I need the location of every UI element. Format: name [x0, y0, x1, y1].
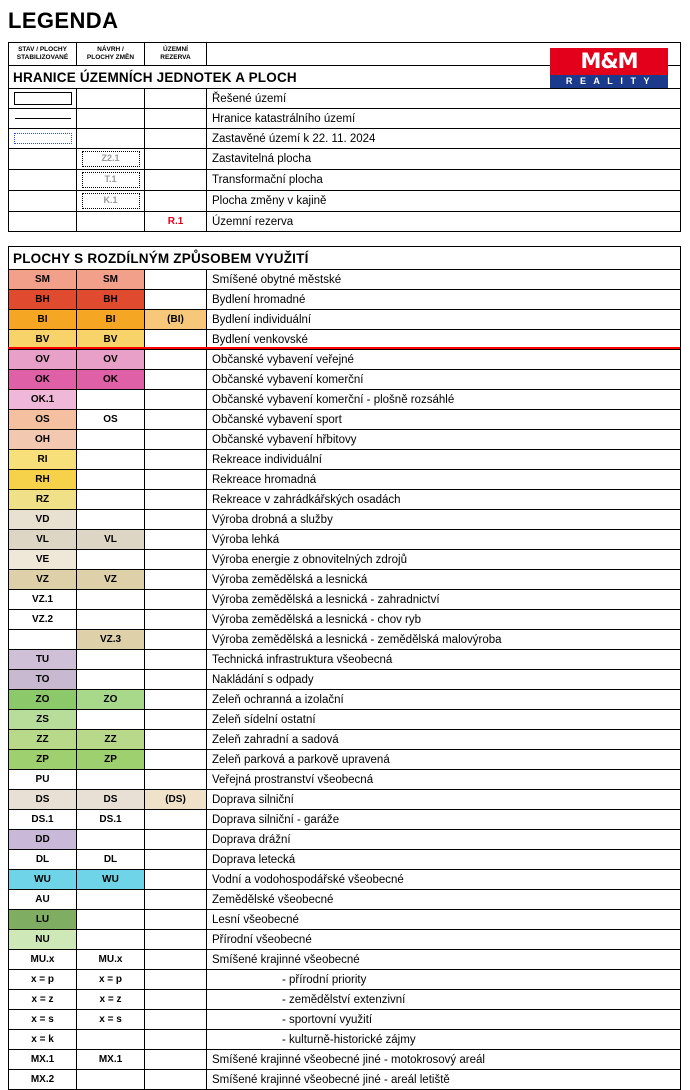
cell-navrh: [77, 1030, 145, 1050]
cell-navrh: [77, 830, 145, 850]
cell-stav: ZO: [9, 690, 77, 710]
cell-description: Zastavitelná plocha: [207, 149, 681, 170]
legend-row: [9, 370, 681, 390]
cell-rezerva: [145, 109, 207, 129]
cell-description: Územní rezerva: [207, 212, 681, 232]
cell-stav: LU: [9, 910, 77, 930]
cell-rezerva: [145, 430, 207, 450]
legend-row: [9, 490, 681, 510]
cell-stav: OV: [9, 350, 77, 370]
cell-rezerva: [145, 129, 207, 149]
cell-navrh: [77, 590, 145, 610]
legend-row: [9, 290, 681, 310]
legend-page: [0, 8, 690, 1088]
cell-stav: SM: [9, 270, 77, 290]
cell-stav: [9, 89, 77, 109]
cell-navrh: x = z: [77, 990, 145, 1010]
cell-description: Občanské vybavení veřejné: [207, 350, 681, 370]
cell-navrh: [77, 770, 145, 790]
cell-description: Doprava silniční - garáže: [207, 810, 681, 830]
legend-row: [9, 430, 681, 450]
cell-navrh: [77, 170, 145, 191]
cell-stav: BV: [9, 330, 77, 350]
cell-description: Občanské vybavení hřbitovy: [207, 430, 681, 450]
cell-description: Nakládání s odpady: [207, 670, 681, 690]
cell-description: Transformační plocha: [207, 170, 681, 191]
cell-stav: [9, 149, 77, 170]
cell-navrh: [77, 490, 145, 510]
cell-rezerva: [145, 1050, 207, 1070]
cell-stav: OH: [9, 430, 77, 450]
cell-navrh: [77, 930, 145, 950]
cell-navrh: VZ.3: [77, 630, 145, 650]
cell-stav: VZ.2: [9, 610, 77, 630]
cell-stav: DS: [9, 790, 77, 810]
cell-navrh: [77, 710, 145, 730]
cell-navrh: [77, 550, 145, 570]
cell-rezerva: [145, 1030, 207, 1050]
legend-row: [9, 129, 681, 149]
cell-rezerva: [145, 191, 207, 212]
cell-rezerva: R.1: [145, 212, 207, 232]
cell-description: Smíšené krajinné všeobecné jiné - areál letiště: [207, 1070, 681, 1090]
cell-description: Zeleň zahradní a sadová: [207, 730, 681, 750]
logo-bottom-text: R E A L I T Y: [550, 75, 668, 88]
cell-description: Výroba zemědělská a lesnická - zemědělská malovýroba: [207, 630, 681, 650]
cell-navrh: DL: [77, 850, 145, 870]
cell-description: - sportovní využití: [207, 1010, 681, 1030]
cell-stav: x = s: [9, 1010, 77, 1030]
legend-row: [9, 790, 681, 810]
cell-navrh: ZO: [77, 690, 145, 710]
cell-rezerva: [145, 390, 207, 410]
cell-stav: [9, 129, 77, 149]
cell-rezerva: [145, 290, 207, 310]
cell-navrh: x = p: [77, 970, 145, 990]
cell-stav: VZ.1: [9, 590, 77, 610]
cell-rezerva: [145, 1010, 207, 1030]
cell-navrh: DS.1: [77, 810, 145, 830]
legend-row: [9, 212, 681, 232]
legend-row: [9, 170, 681, 191]
section-heading: PLOCHY S ROZDÍLNÝM ZPŮSOBEM VYUŽITÍ: [9, 247, 681, 270]
cell-stav: OS: [9, 410, 77, 430]
cell-rezerva: [145, 810, 207, 830]
cell-description: Technická infrastruktura všeobecná: [207, 650, 681, 670]
cell-stav: [9, 109, 77, 129]
cell-stav: x = k: [9, 1030, 77, 1050]
cell-navrh: [77, 149, 145, 170]
cell-description: Zeleň sídelní ostatní: [207, 710, 681, 730]
cell-rezerva: [145, 770, 207, 790]
legend-row: [9, 550, 681, 570]
cell-rezerva: [145, 650, 207, 670]
mm-reality-logo: [550, 48, 668, 88]
cell-navrh: SM: [77, 270, 145, 290]
legend-table: [8, 42, 681, 1090]
cell-rezerva: [145, 990, 207, 1010]
cell-stav: MX.1: [9, 1050, 77, 1070]
page-title: LEGENDA: [8, 8, 119, 33]
cell-description: Výroba lehká: [207, 530, 681, 550]
section-heading: HRANICE ÚZEMNÍCH JEDNOTEK A PLOCH: [9, 66, 681, 89]
cell-rezerva: [145, 750, 207, 770]
legend-row: [9, 310, 681, 330]
cell-stav: TU: [9, 650, 77, 670]
cell-navrh: [77, 390, 145, 410]
cell-description: Výroba drobná a služby: [207, 510, 681, 530]
cell-description: Občanské vybavení komerční - plošně rozsáhlé: [207, 390, 681, 410]
legend-row: [9, 1030, 681, 1050]
cell-rezerva: [145, 830, 207, 850]
cell-navrh: ZZ: [77, 730, 145, 750]
cell-rezerva: (DS): [145, 790, 207, 810]
legend-row: [9, 610, 681, 630]
cell-navrh: [77, 212, 145, 232]
section-spacer: [9, 232, 681, 247]
legend-row: [9, 149, 681, 170]
legend-row: [9, 810, 681, 830]
cell-navrh: [77, 670, 145, 690]
legend-row: [9, 109, 681, 129]
legend-row: [9, 191, 681, 212]
cell-rezerva: [145, 690, 207, 710]
change-area-symbol: Z2.1: [82, 151, 140, 167]
cell-description: Bydlení hromadné: [207, 290, 681, 310]
legend-row: [9, 890, 681, 910]
cell-stav: x = p: [9, 970, 77, 990]
cell-navrh: [77, 650, 145, 670]
cell-navrh: MU.x: [77, 950, 145, 970]
cell-stav: DD: [9, 830, 77, 850]
legend-row: [9, 350, 681, 370]
cell-rezerva: [145, 930, 207, 950]
legend-row: [9, 570, 681, 590]
cell-description: Zemědělské všeobecné: [207, 890, 681, 910]
cell-rezerva: [145, 850, 207, 870]
cell-description: Rekreace v zahrádkářských osadách: [207, 490, 681, 510]
cell-description: Občanské vybavení komerční: [207, 370, 681, 390]
cell-stav: DL: [9, 850, 77, 870]
legend-row: [9, 390, 681, 410]
cell-navrh: [77, 510, 145, 530]
cell-navrh: [77, 610, 145, 630]
cell-description: Doprava letecká: [207, 850, 681, 870]
cell-navrh: VZ: [77, 570, 145, 590]
cell-navrh: DS: [77, 790, 145, 810]
legend-row: [9, 930, 681, 950]
spacer-cell: [9, 232, 681, 247]
legend-row: [9, 1050, 681, 1070]
cell-rezerva: [145, 510, 207, 530]
cell-stav: [9, 630, 77, 650]
legend-row: [9, 410, 681, 430]
cell-stav: ZS: [9, 710, 77, 730]
cell-stav: VE: [9, 550, 77, 570]
cell-description: Doprava drážní: [207, 830, 681, 850]
cell-navrh: WU: [77, 870, 145, 890]
cell-navrh: OK: [77, 370, 145, 390]
legend-row: [9, 590, 681, 610]
cell-description: Výroba zemědělská a lesnická - chov ryb: [207, 610, 681, 630]
cell-rezerva: [145, 89, 207, 109]
cell-stav: OK.1: [9, 390, 77, 410]
cell-stav: TO: [9, 670, 77, 690]
cell-stav: ZZ: [9, 730, 77, 750]
legend-row: [9, 690, 681, 710]
cell-navrh: [77, 430, 145, 450]
cell-rezerva: [145, 570, 207, 590]
section-heading-row: [9, 247, 681, 270]
cell-description: Zastavěné území k 22. 11. 2024: [207, 129, 681, 149]
cell-navrh: ZP: [77, 750, 145, 770]
legend-row: [9, 670, 681, 690]
cell-rezerva: (BI): [145, 310, 207, 330]
cell-description: Výroba energie z obnovitelných zdrojů: [207, 550, 681, 570]
cell-stav: PU: [9, 770, 77, 790]
cell-rezerva: [145, 450, 207, 470]
cell-rezerva: [145, 170, 207, 191]
legend-row: [9, 710, 681, 730]
cell-rezerva: [145, 350, 207, 370]
change-area-symbol: K.1: [82, 193, 140, 209]
cell-description: Plocha změny v kajině: [207, 191, 681, 212]
cell-description: - zemědělství extenzivní: [207, 990, 681, 1010]
cell-rezerva: [145, 470, 207, 490]
cell-stav: VL: [9, 530, 77, 550]
cell-stav: NU: [9, 930, 77, 950]
cell-rezerva: [145, 910, 207, 930]
cell-description: - kulturně-historické zájmy: [207, 1030, 681, 1050]
cell-description: Smíšené krajinné všeobecné: [207, 950, 681, 970]
cell-stav: AU: [9, 890, 77, 910]
legend-row: [9, 850, 681, 870]
legend-row: [9, 770, 681, 790]
cell-rezerva: [145, 370, 207, 390]
cell-rezerva: [145, 410, 207, 430]
cell-navrh: MX.1: [77, 1050, 145, 1070]
legend-row: [9, 270, 681, 290]
cell-rezerva: [145, 530, 207, 550]
cell-description: Výroba zemědělská a lesnická: [207, 570, 681, 590]
cell-navrh: BI: [77, 310, 145, 330]
cell-rezerva: [145, 970, 207, 990]
cell-rezerva: [145, 730, 207, 750]
cell-rezerva: [145, 710, 207, 730]
cell-description: Řešené území: [207, 89, 681, 109]
cell-navrh: [77, 109, 145, 129]
legend-row: [9, 650, 681, 670]
cell-stav: RZ: [9, 490, 77, 510]
cell-rezerva: [145, 149, 207, 170]
cell-description: Vodní a vodohospodářské všeobecné: [207, 870, 681, 890]
cell-rezerva: [145, 590, 207, 610]
cell-stav: x = z: [9, 990, 77, 1010]
cell-rezerva: [145, 550, 207, 570]
cell-stav: RI: [9, 450, 77, 470]
legend-row: [9, 950, 681, 970]
cell-description: Zeleň ochranná a izolační: [207, 690, 681, 710]
legend-row: [9, 510, 681, 530]
cell-stav: BI: [9, 310, 77, 330]
change-area-symbol: T.1: [82, 172, 140, 188]
cell-navrh: [77, 470, 145, 490]
cell-navrh: OS: [77, 410, 145, 430]
cell-description: Rekreace hromadná: [207, 470, 681, 490]
cell-stav: VZ: [9, 570, 77, 590]
cell-stav: VD: [9, 510, 77, 530]
cell-navrh: [77, 191, 145, 212]
cadastral-boundary-symbol: [15, 118, 71, 119]
cell-description: Smíšené obytné městské: [207, 270, 681, 290]
cell-navrh: VL: [77, 530, 145, 550]
cell-description: Bydlení venkovské: [207, 330, 681, 350]
cell-rezerva: [145, 670, 207, 690]
cell-navrh: BV: [77, 330, 145, 350]
cell-navrh: [77, 910, 145, 930]
cell-description: - přírodní priority: [207, 970, 681, 990]
cell-description: Občanské vybavení sport: [207, 410, 681, 430]
built-up-area-symbol: [14, 133, 72, 144]
legend-row: [9, 450, 681, 470]
cell-stav: DS.1: [9, 810, 77, 830]
cell-description: Hranice katastrálního území: [207, 109, 681, 129]
cell-rezerva: [145, 890, 207, 910]
legend-row: [9, 910, 681, 930]
cell-rezerva: [145, 950, 207, 970]
cell-description: Výroba zemědělská a lesnická - zahradnictví: [207, 590, 681, 610]
cell-rezerva: [145, 630, 207, 650]
cell-description: Rekreace individuální: [207, 450, 681, 470]
column-header-3: ÚZEMNÍ REZERVA: [145, 43, 207, 66]
cell-navrh: BH: [77, 290, 145, 310]
cell-stav: ZP: [9, 750, 77, 770]
legend-row: [9, 630, 681, 650]
cell-description: Doprava silniční: [207, 790, 681, 810]
logo-top-text: M&M: [550, 48, 668, 75]
cell-description: Zeleň parková a parkově upravená: [207, 750, 681, 770]
cell-description: Smíšené krajinné všeobecné jiné - motokrosový areál: [207, 1050, 681, 1070]
cell-rezerva: [145, 270, 207, 290]
cell-stav: OK: [9, 370, 77, 390]
legend-row: [9, 89, 681, 109]
cell-description: Přírodní všeobecné: [207, 930, 681, 950]
cell-navrh: OV: [77, 350, 145, 370]
cell-rezerva: [145, 870, 207, 890]
legend-row: [9, 470, 681, 490]
cell-stav: RH: [9, 470, 77, 490]
cell-stav: [9, 191, 77, 212]
area-outline-symbol: [14, 92, 72, 105]
column-header-2: NÁVRH / PLOCHY ZMĚN: [77, 43, 145, 66]
cell-description: Bydlení individuální: [207, 310, 681, 330]
cell-navrh: x = s: [77, 1010, 145, 1030]
cell-stav: MU.x: [9, 950, 77, 970]
legend-row: [9, 970, 681, 990]
cell-stav: BH: [9, 290, 77, 310]
cell-navrh: [77, 89, 145, 109]
legend-row: [9, 990, 681, 1010]
cell-navrh: [77, 890, 145, 910]
cell-stav: WU: [9, 870, 77, 890]
legend-row: [9, 830, 681, 850]
cell-description: Veřejná prostranství všeobecná: [207, 770, 681, 790]
legend-row: [9, 530, 681, 550]
column-header-1: STAV / PLOCHY STABILIZOVANÉ: [9, 43, 77, 66]
cell-stav: [9, 170, 77, 191]
cell-rezerva: [145, 610, 207, 630]
cell-stav: MX.2: [9, 1070, 77, 1090]
cell-navrh: [77, 129, 145, 149]
cell-rezerva: [145, 490, 207, 510]
cell-description: Lesní všeobecné: [207, 910, 681, 930]
legend-row: [9, 870, 681, 890]
legend-row: [9, 750, 681, 770]
legend-row: [9, 1010, 681, 1030]
legend-row: [9, 730, 681, 750]
cell-stav: [9, 212, 77, 232]
cell-navrh: [77, 450, 145, 470]
strikethrough-line: [8, 347, 680, 349]
